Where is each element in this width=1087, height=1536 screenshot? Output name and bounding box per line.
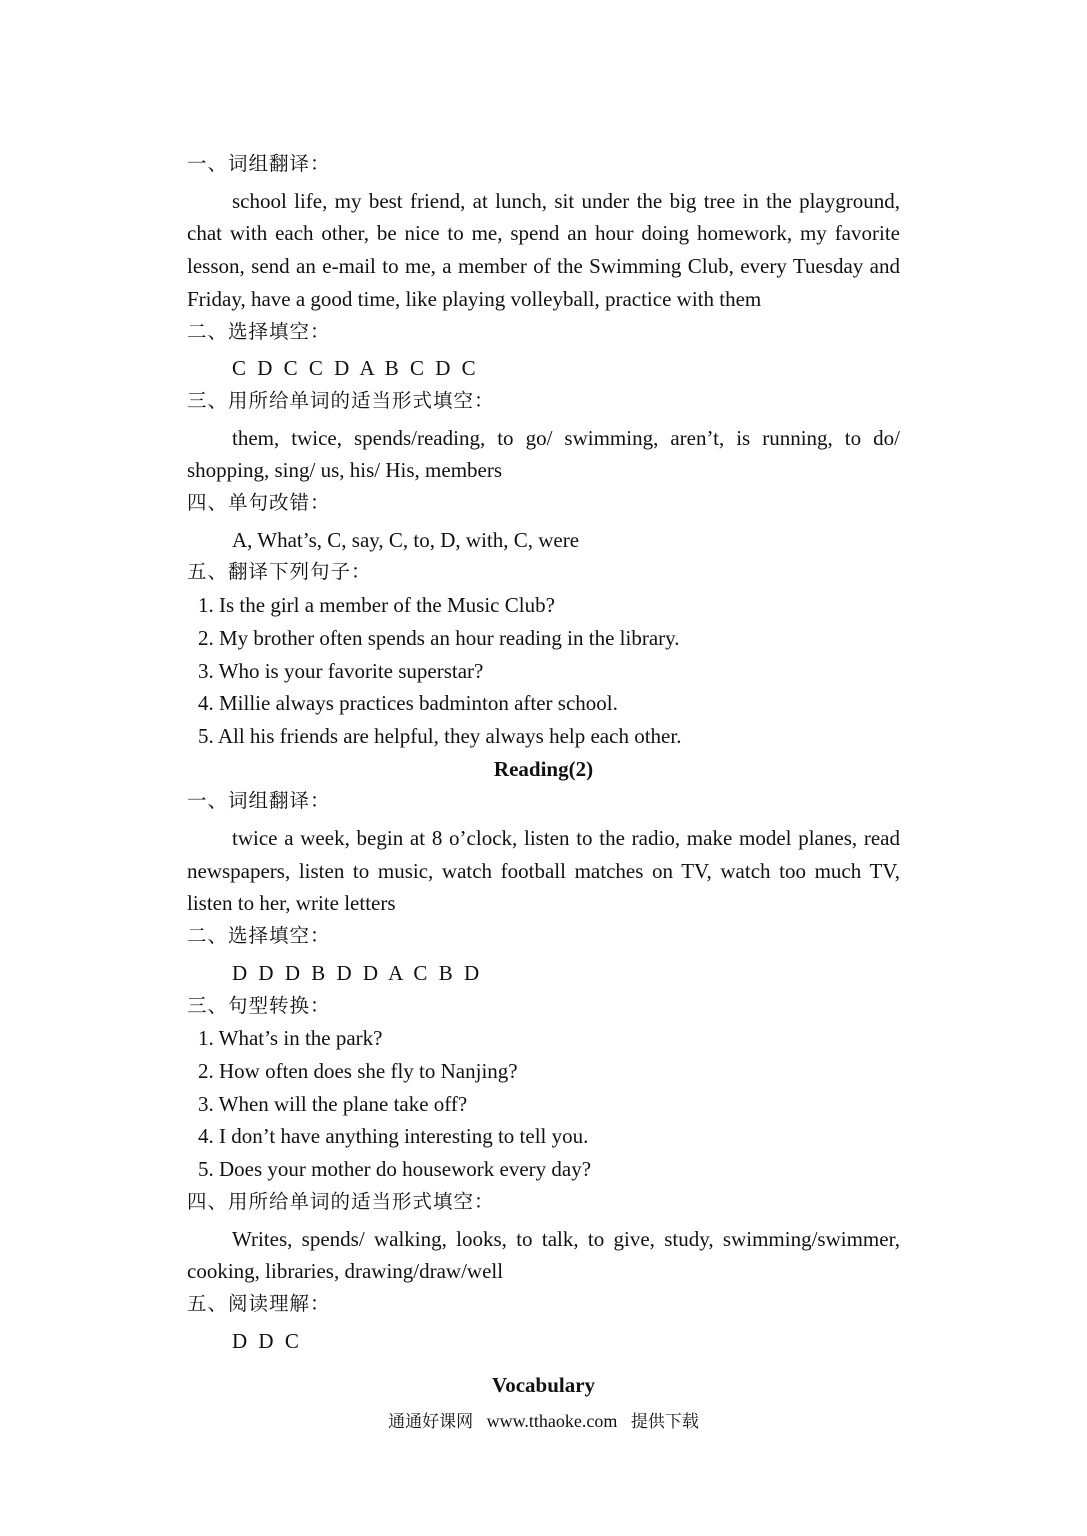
heading-error-correction: 四、单句改错：: [187, 491, 331, 515]
list-item: 2. My brother often spends an hour reading in the library.: [198, 625, 680, 650]
error-correction-answers: A, What’s, C, say, C, to, D, with, C, were: [232, 527, 580, 552]
multiple-choice-answers: D D D B D D A C B D: [232, 960, 483, 985]
heading-multiple-choice: 二、选择填空：: [187, 319, 331, 343]
footer-download-note: 提供下载: [630, 1412, 699, 1432]
list-item: 4. I don’t have anything interesting to tell you.: [198, 1124, 589, 1149]
list-item: 5. All his friends are helpful, they always help each other.: [198, 723, 682, 748]
heading-word-forms: 三、用所给单词的适当形式填空：: [187, 388, 495, 412]
heading-multiple-choice: 二、选择填空：: [187, 924, 331, 948]
answer-key-content: [187, 148, 900, 1402]
list-item: 5. Does your mother do housework every day?: [198, 1157, 592, 1182]
word-form-answers: Writes, spends/ walking, looks, to talk, to give, study, swimming/swimmer, cooking, libraries, drawing/draw/well: [187, 1226, 900, 1284]
page-footer: [0, 1407, 1087, 1436]
heading-sentence-transformation: 三、句型转换：: [187, 993, 331, 1017]
footer-url: www.tthaoke.com: [486, 1411, 618, 1431]
section-title-vocabulary: Vocabulary: [491, 1373, 596, 1398]
section-title-reading-2: Reading(2): [493, 756, 594, 781]
heading-word-forms: 四、用所给单词的适当形式填空：: [187, 1189, 495, 1213]
heading-reading-comprehension: 五、阅读理解：: [187, 1291, 331, 1315]
phrase-answers: twice a week, begin at 8 o’clock, listen to the radio, make model planes, read newspapers, listen to music, watch football matches on TV, watch too much TV, listen to her, write letters: [187, 826, 900, 916]
phrase-answers: school life, my best friend, at lunch, sit under the big tree in the playground, chat with each other, be nice to me, spend an hour doing homework, my favorite lesson, send an e-mail to me, a member of the Swimming Club, every Tuesday and Friday, have a good time, like playing volleyball, practice with them: [187, 188, 900, 311]
heading-sentence-translation: 五、翻译下列句子：: [187, 560, 372, 584]
heading-phrase-translation: 一、词组翻译：: [187, 152, 331, 175]
list-item: 1. Is the girl a member of the Music Club?: [198, 593, 555, 618]
list-item: 2. How often does she fly to Nanjing?: [198, 1058, 518, 1083]
reading-comprehension-answers: D D C: [232, 1328, 302, 1353]
word-form-answers: them, twice, spends/reading, to go/ swimming, aren’t, is running, to do/ shopping, sing/ us, his/ His, members: [187, 425, 900, 483]
list-item: 1. What’s in the park?: [198, 1026, 383, 1051]
footer-site-name: 通通好课网: [388, 1412, 474, 1432]
heading-phrase-translation: 一、词组翻译：: [187, 789, 331, 813]
list-item: 4. Millie always practices badminton after school.: [198, 691, 618, 716]
multiple-choice-answers: C D C C D A B C D C: [232, 356, 479, 381]
list-item: 3. Who is your favorite superstar?: [198, 658, 484, 683]
list-item: 3. When will the plane take off?: [198, 1091, 468, 1116]
